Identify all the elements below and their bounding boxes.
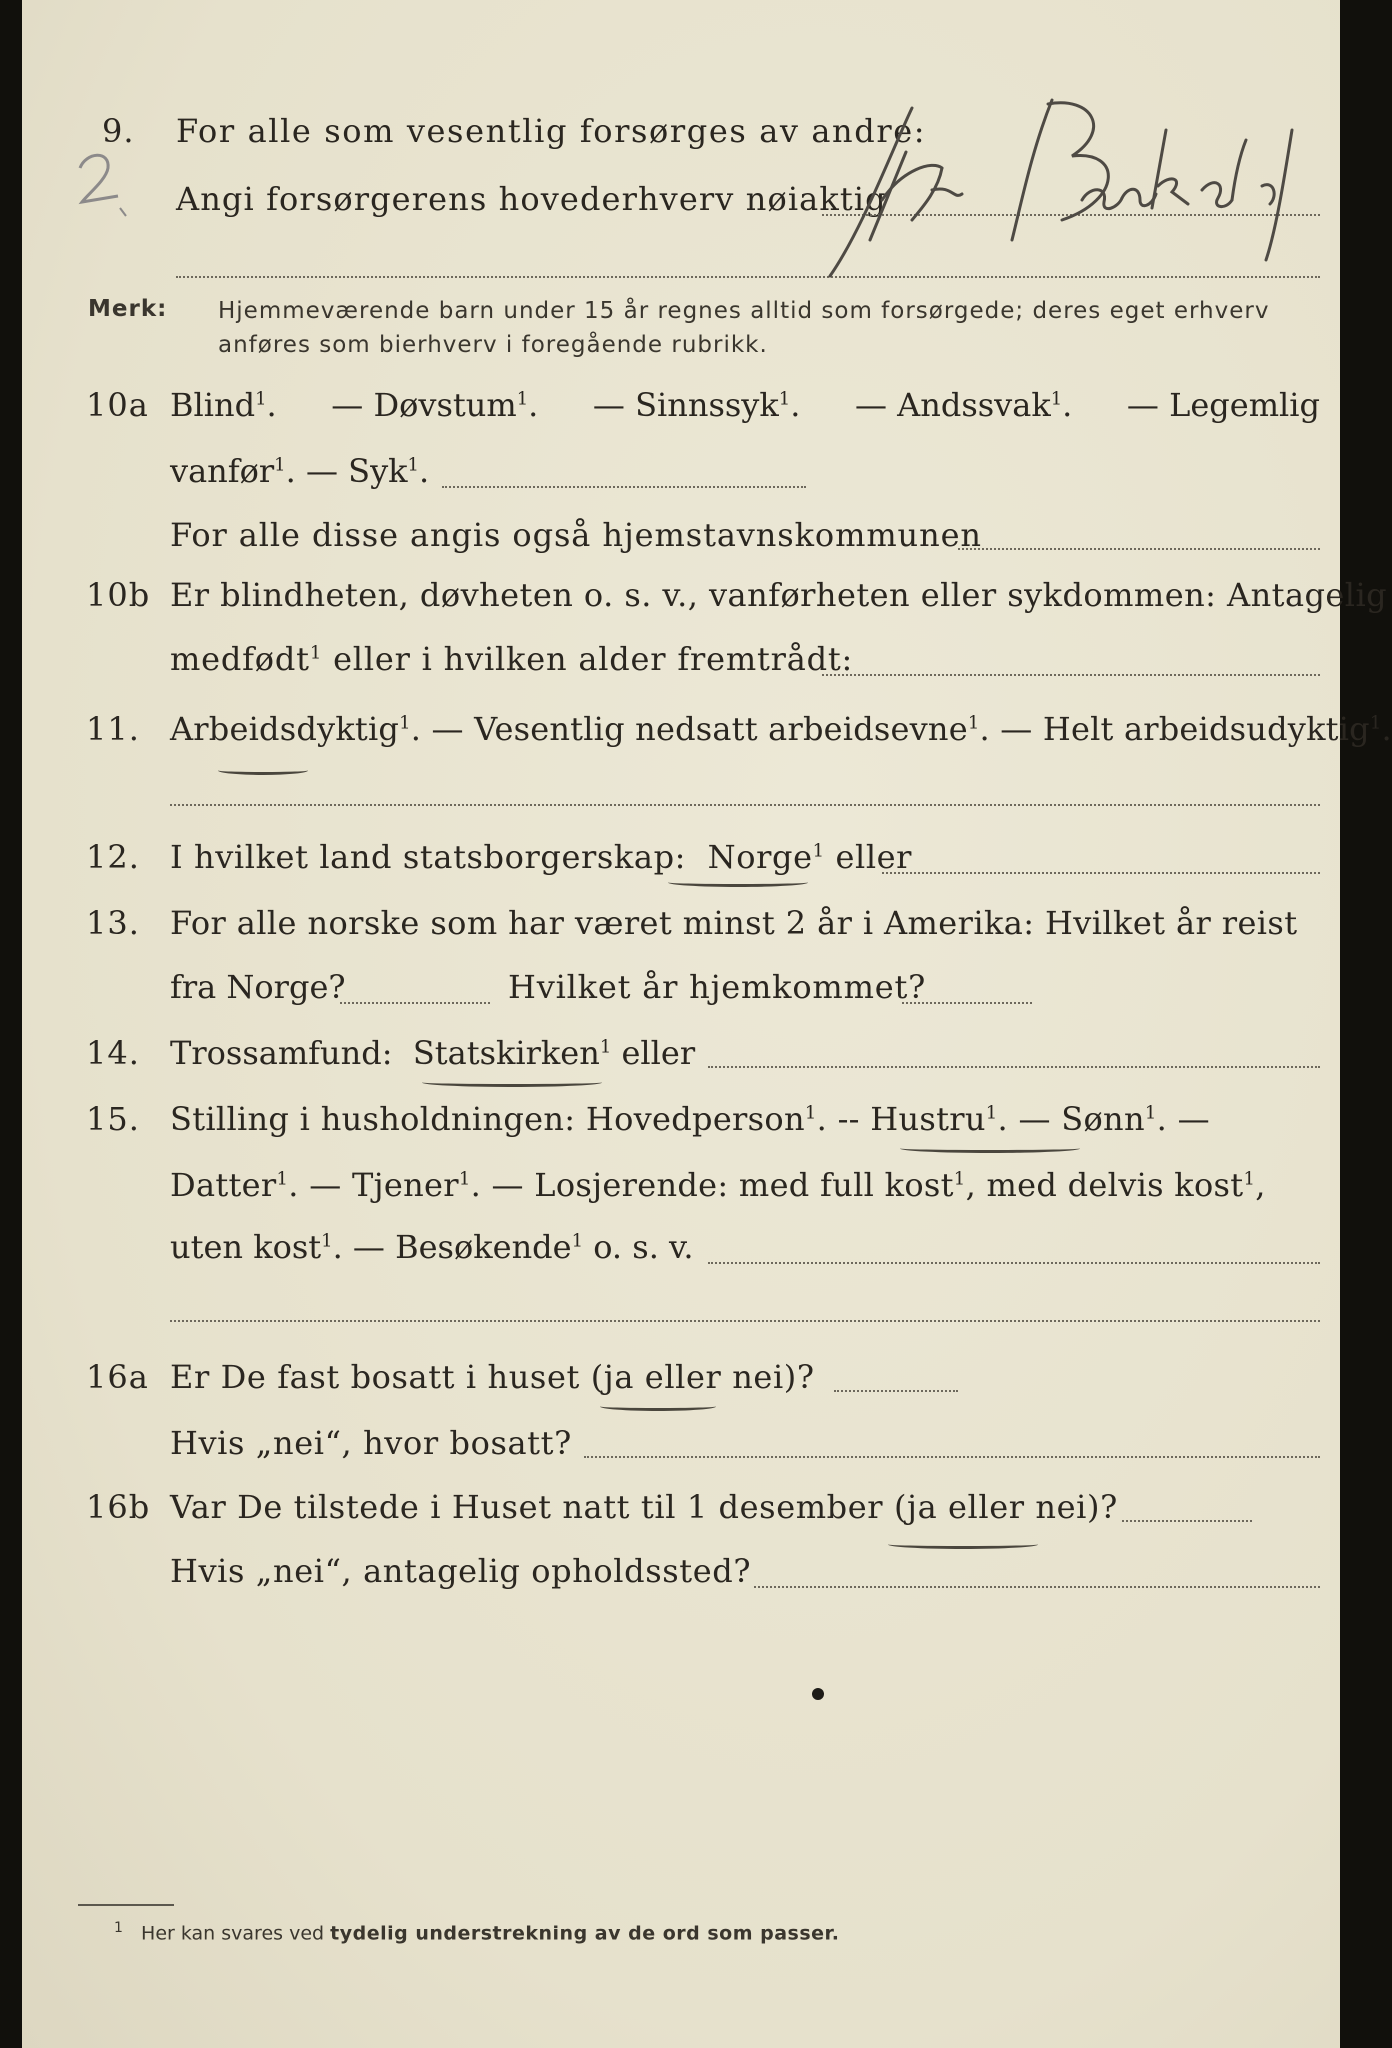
q11-line: Arbeidsdyktig$^1$. — Vesentlig nedsatt arbeidsevne$^1$. — Helt arbeidsudyktig$^1$.: [170, 710, 1392, 748]
ink-dot: [812, 1688, 824, 1700]
q16a-line1: Er De fast bosatt i huset (ja eller nei)?: [170, 1358, 815, 1396]
q15-answer-line: [708, 1262, 1320, 1264]
q10a-line2: vanfør$^1$. — Syk$^1$.: [170, 452, 430, 490]
q12-underline-norge: [668, 878, 808, 887]
q16a-bosatt-line: [584, 1456, 1320, 1458]
q13-line1: For alle norske som har været minst 2 år i Amerika: Hvilket år reist: [170, 904, 1298, 942]
q15-line3: uten kost$^1$. — Besøkende$^1$ o. s. v.: [170, 1228, 694, 1266]
q10a-kommune-line: [958, 548, 1320, 550]
q15-number: 15.: [86, 1100, 140, 1138]
q15-underline-hustru: [900, 1144, 1080, 1153]
q10b-line1: Er blindheten, døvheten o. s. v., vanførheten eller sykdommen: Antagelig: [170, 576, 1388, 614]
q13-hjemkommet-line: [902, 1002, 1032, 1004]
margin-handwritten-mark: [72, 138, 132, 222]
q15-answer-line-2: [170, 1320, 1320, 1322]
q13-reist-line: [340, 1002, 490, 1004]
census-form-page: [22, 0, 1392, 2048]
q16b-underline-ja: [888, 1540, 1038, 1549]
q16a-number: 16a: [86, 1358, 149, 1396]
q10a-line3: For alle disse angis også hjemstavnskommunen: [170, 516, 982, 554]
q9-line1: For alle som vesentlig forsørges av andre:: [176, 112, 927, 150]
merk-label: Merk:: [88, 296, 168, 322]
merk-line1: Hjemmeværende barn under 15 år regnes alltid som forsørgede; deres eget erhverv: [218, 298, 1270, 324]
q10b-answer-line: [822, 674, 1320, 676]
q13-number: 13.: [86, 904, 140, 942]
q16b-answer-line: [1122, 1520, 1252, 1522]
q14-underline-statskirken: [422, 1078, 602, 1087]
q10a-line1: Blind$^1$. — Døvstum$^1$. — Sinnssyk$^1$. — Andssvak$^1$. — Legemlig: [170, 386, 1320, 424]
q14-line: Trossamfund: Statskirken$^1$ eller: [170, 1034, 696, 1072]
q15-line1: Stilling i husholdningen: Hovedperson$^1$. -- Hustru$^1$. — Sønn$^1$. —: [170, 1100, 1210, 1138]
q13-line2b: Hvilket år hjemkommet?: [508, 968, 927, 1006]
q16b-line2: Hvis „nei“, antagelig opholdssted?: [170, 1552, 752, 1590]
footnote: $^1$ Her kan svares ved tydelig understrekning av de ord som passer.: [114, 1920, 840, 1945]
q15-line2: Datter$^1$. — Tjener$^1$. — Losjerende: med full kost$^1$, med delvis kost$^1$,: [170, 1166, 1266, 1204]
q9-number: 9.: [102, 112, 135, 150]
footnote-rule: [78, 1904, 174, 1906]
q9-handwritten-answer: [822, 90, 1322, 284]
merk-line2: anføres som bierhverv i foregående rubrikk.: [218, 332, 768, 358]
q9-line2: Angi forsørgerens hovederhverv nøiaktig: [176, 180, 887, 218]
q10a-number: 10a: [86, 386, 149, 424]
q11-answer-line: [170, 804, 1320, 806]
q12-line: I hvilket land statsborgerskap: Norge$^1$ eller: [170, 838, 913, 876]
q16a-line2: Hvis „nei“, hvor bosatt?: [170, 1424, 572, 1462]
q10b-number: 10b: [86, 576, 151, 614]
q16b-opholdssted-line: [754, 1586, 1320, 1588]
q11-number: 11.: [86, 710, 140, 748]
q16a-underline-ja: [600, 1402, 716, 1411]
q13-line2a: fra Norge?: [170, 968, 346, 1006]
q16b-line1: Var De tilstede i Huset natt til 1 desember (ja eller nei)?: [170, 1488, 1118, 1526]
q10a-answer-line: [442, 486, 806, 488]
q16a-answer-line: [834, 1390, 958, 1392]
q12-answer-line: [882, 872, 1320, 874]
q11-underline-arbeidsdyktig: [218, 766, 308, 775]
q14-number: 14.: [86, 1034, 140, 1072]
q10b-line2: medfødt$^1$ eller i hvilken alder fremtrådt:: [170, 640, 854, 678]
q14-answer-line: [708, 1066, 1320, 1068]
q12-number: 12.: [86, 838, 140, 876]
q16b-number: 16b: [86, 1488, 151, 1526]
